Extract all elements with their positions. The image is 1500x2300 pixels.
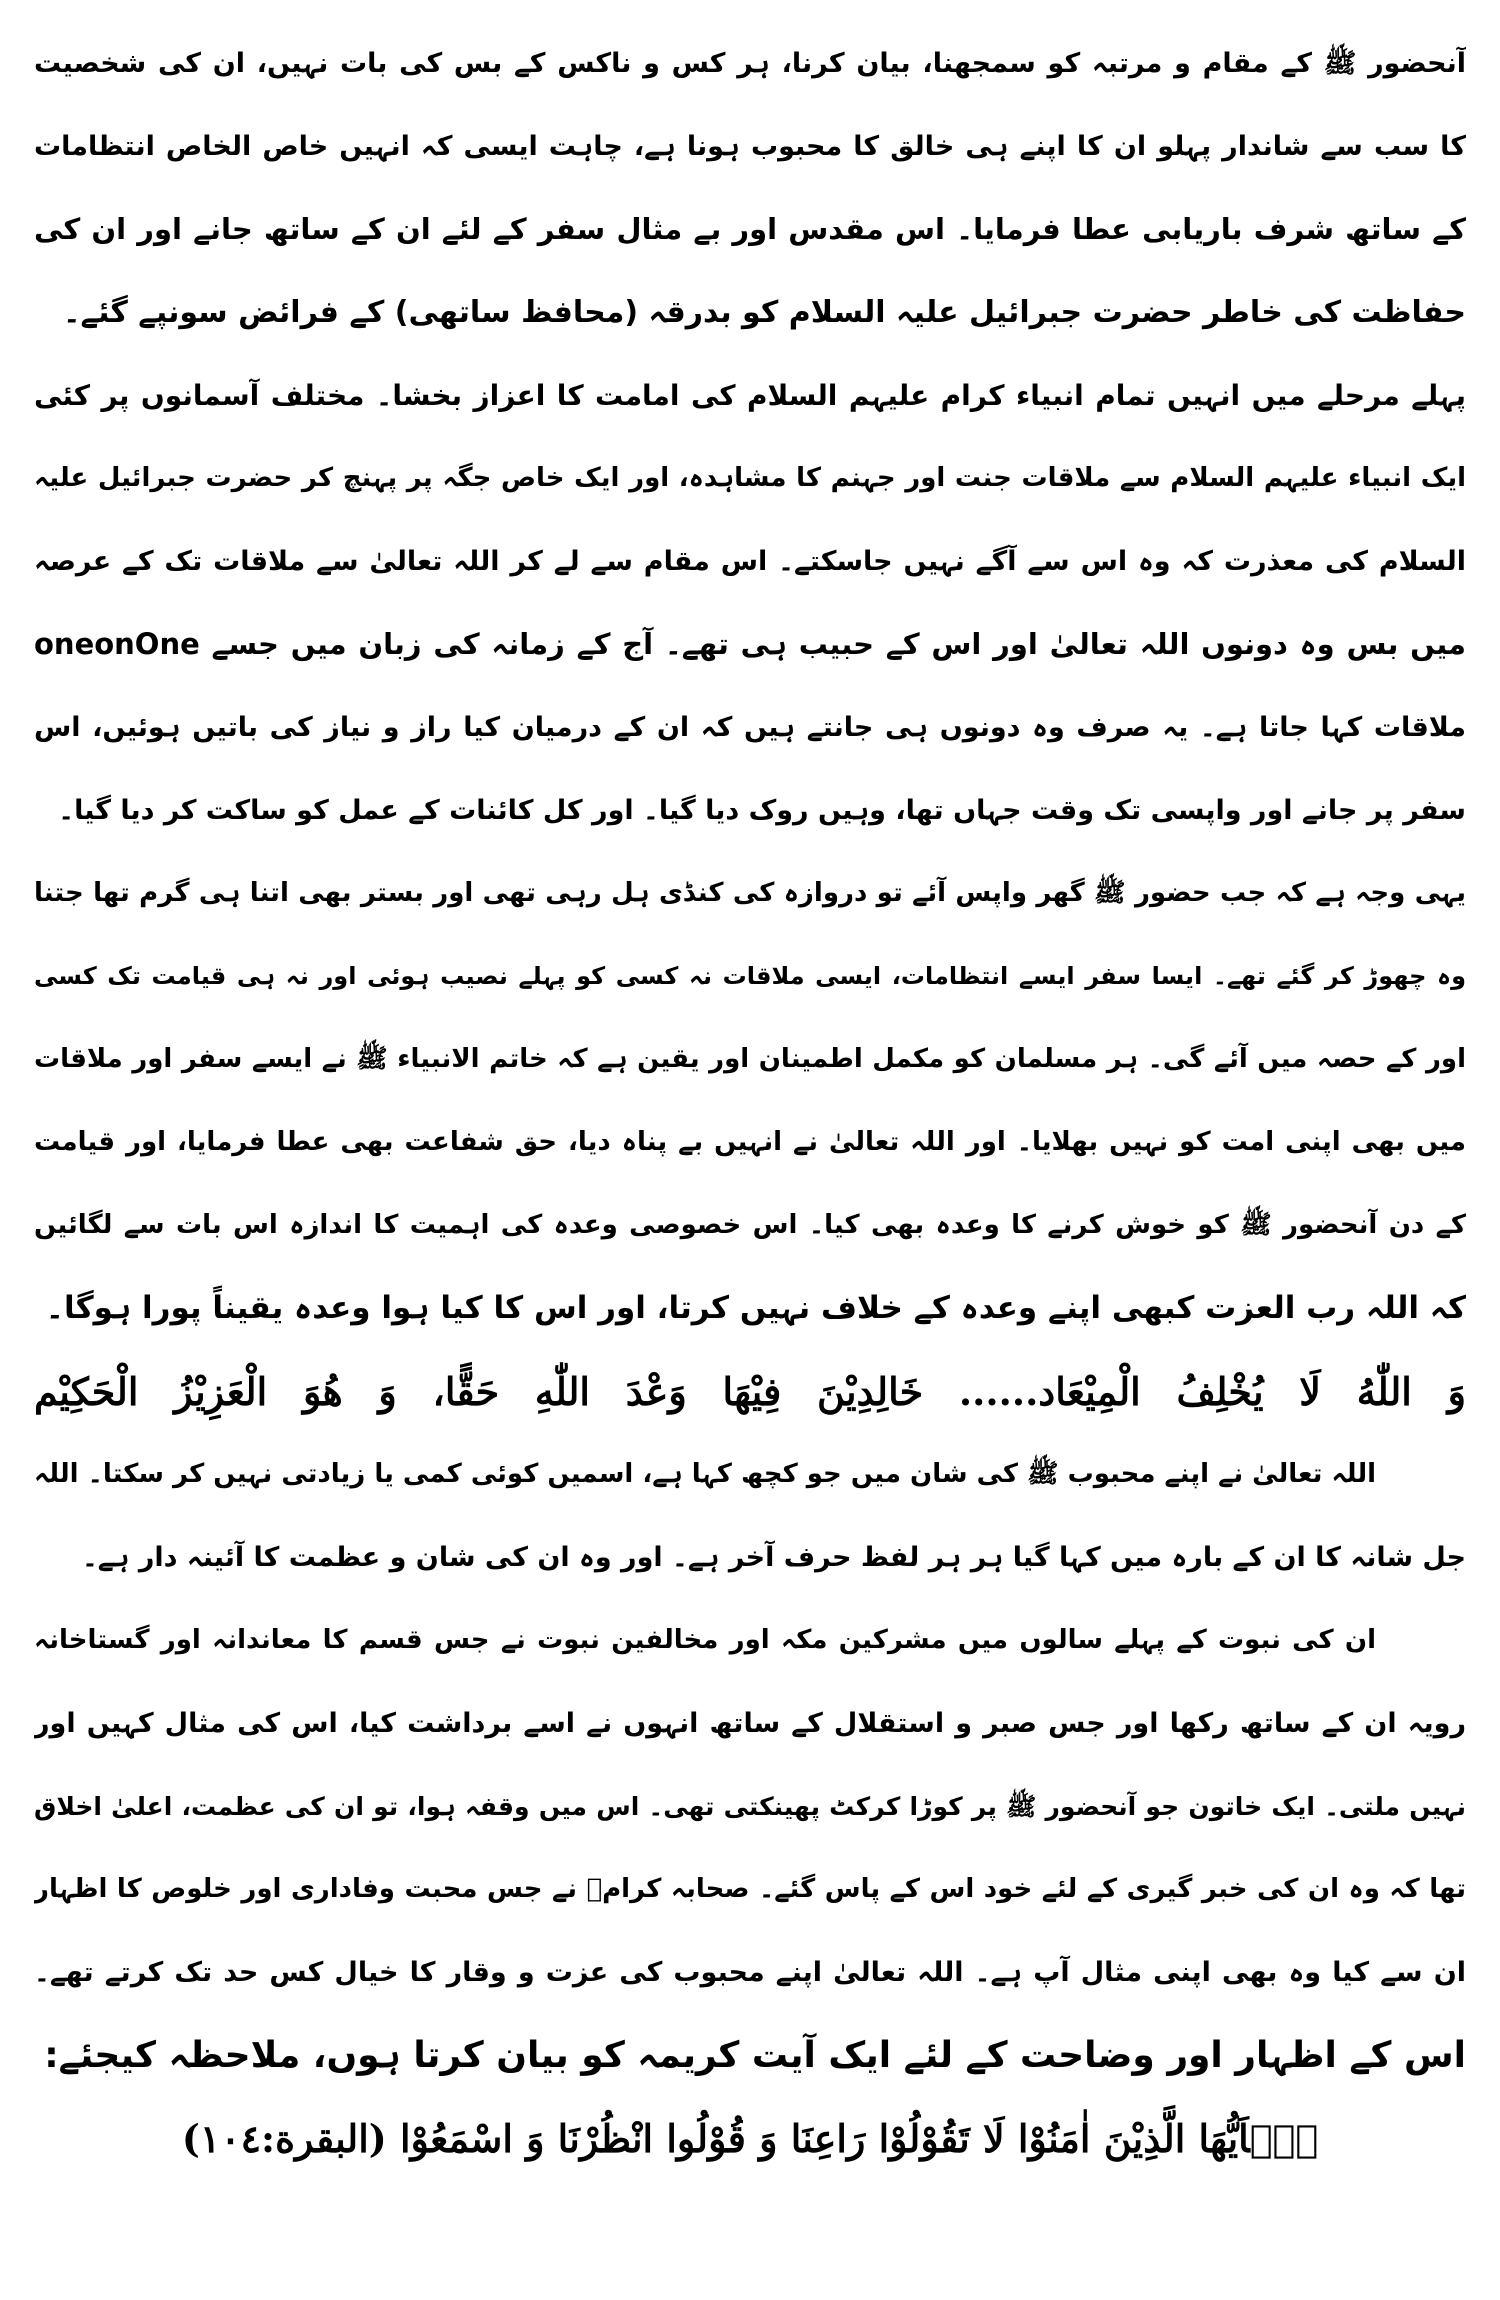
- text-line-9: ملاقات کہا جاتا ہے۔ یہ صرف وہ دونوں ہی جانتے ہیں کہ ان کے درمیان کیا راز و نیاز کی باتیں ہوئیں، اس: [34, 712, 1466, 743]
- text-line-7: السلام کی معذرت کہ وہ اس سے آگے نہیں جاسکتے۔ اس مقام سے لے کر اللہ تعالیٰ سے ملاقات تک کے عرصہ: [34, 546, 1466, 577]
- text-line-6: ایک انبیاء علیہم السلام سے ملاقات جنت اور جہنم کا مشاہدہ، اور ایک خاص جگہ پر پہنچ کر حضرت جبرائیل علیہ: [34, 463, 1466, 493]
- text-line-15: کے دن آنحضور ﷺ کو خوش کرنے کا وعدہ بھی کیا۔ اس خصوصی وعدہ کی اہمیت کا اندازہ اس بات سے لگائیں: [34, 1210, 1466, 1240]
- text-line-12: وہ چھوڑ کر گئے تھے۔ ایسا سفر ایسے انتظامات، ایسی ملاقات نہ کسی کو پہلے نصیب ہوئی اور نہ ہی قیامت تک کسی: [34, 962, 1466, 990]
- text-line-19: جل شانہ کا ان کے بارہ میں کہا گیا ہر ہر لفظ حرف آخر ہے۔ اور وہ ان کی شان و عظمت کا آئینہ دار ہے۔: [81, 1542, 1466, 1573]
- text-line-1: آنحضور ﷺ کے مقام و مرتبہ کو سمجھنا، بیان کرنا، ہر کس و ناکس کے بس کی بات نہیں، ان کی شخصیت: [34, 48, 1466, 79]
- text-line-11: یہی وجہ ہے کہ جب حضور ﷺ گھر واپس آئے تو دروازہ کی کنڈی ہل رہی تھی اور بستر بھی اتنا ہی گرم تھا جتنا: [34, 878, 1466, 908]
- quran-verse-1: وَ اللّٰهُ لَا يُخْلِفُ الْمِيْعَاد...... خَالِدِيْنَ فِيْهَا وَعْدَ اللّٰهِ حَقًّا، وَ هُوَ الْعَزِيْزُ الْحَكِيْم: [34, 1369, 1466, 1414]
- text-line-10: سفر پر جانے اور واپسی تک وقت جہاں تھا، وہیں روک دیا گیا۔ اور کل کائنات کے عمل کو ساکت کر دیا گیا۔: [58, 795, 1466, 826]
- quran-verse-2: يٰۤاَيُّهَا الَّذِيْنَ اٰمَنُوْا لَا تَقُوْلُوْا رَاعِنَا وَ قُوْلُوا انْظُرْنَا وَ اسْمَعُوْا (البقرة:١٠٤): [181, 2116, 1319, 2161]
- text-line-3: کے ساتھ شرف باریابی عطا فرمایا۔ اس مقدس اور بے مثال سفر کے لئے ان کے ساتھ جانے اور ان کی: [34, 212, 1466, 246]
- text-line-16: کہ اللہ رب العزت کبھی اپنے وعدہ کے خلاف نہیں کرتا، اور اس کا کیا ہوا وعدہ یقیناً پورا ہوگا۔: [45, 1290, 1466, 1326]
- text-line-25: اس کے اظہار اور وضاحت کے لئے ایک آیت کریمہ کو بیان کرتا ہوں، ملاحظہ کیجئے:: [44, 2035, 1466, 2076]
- text-line-21: رویہ ان کے ساتھ رکھا اور جس صبر و استقلال کے ساتھ انہوں نے اسے برداشت کیا، اس کی مثال کہیں اور: [34, 1708, 1466, 1739]
- text-line-4: حفاظت کی خاطر حضرت جبرائیل علیہ السلام کو بدرقہ (محافظ ساتھی) کے فرائض سونپے گئے۔: [62, 295, 1466, 330]
- text-line-20: ان کی نبوت کے پہلے سالوں میں مشرکین مکہ اور مخالفین نبوت نے جس قسم کا معاندانہ اور گستاخانہ: [34, 1625, 1376, 1655]
- text-line-24: ان سے کیا وہ بھی اپنی مثال آپ ہے۔ اللہ تعالیٰ اپنے محبوب کی عزت و وقار کا خیال کس حد تک کرتے تھے۔: [34, 1957, 1466, 1988]
- text-line-14: میں بھی اپنی امت کو نہیں بھلایا۔ اور اللہ تعالیٰ نے انہیں بے پناہ دیا، حق شفاعت بھی عطا فرمایا، اور قیامت: [34, 1127, 1466, 1157]
- text-line-22: نہیں ملتی۔ ایک خاتون جو آنحضور ﷺ پر کوڑا کرکٹ پھینکتی تھی۔ اس میں وقفہ ہوا، تو ان کی عظمت، اعلیٰ اخلاق: [34, 1792, 1466, 1821]
- text-line-5: پہلے مرحلے میں انہیں تمام انبیاء کرام علیہم السلام کی امامت کا اعزاز بخشا۔ مختلف آسمانوں پر کئی: [34, 379, 1466, 412]
- text-line-8: میں بس وہ دونوں اللہ تعالیٰ اور اس کے حبیب ہی تھے۔ آج کے زمانہ کی زبان میں جسے oneonOne: [34, 627, 1466, 661]
- text-line-13: اور کے حصہ میں آئے گی۔ ہر مسلمان کو مکمل اطمینان اور یقین ہے کہ خاتم الانبیاء ﷺ نے ایسے سفر اور ملاقات: [34, 1044, 1466, 1074]
- text-line-18: اللہ تعالیٰ نے اپنے محبوب ﷺ کی شان میں جو کچھ کہا ہے، اسمیں کوئی کمی یا زیادتی نہیں کر سکتا۔ اللہ: [34, 1459, 1376, 1489]
- text-line-2: کا سب سے شاندار پہلو ان کا اپنے ہی خالق کا محبوب ہونا ہے، چاہت ایسی کہ انہیں خاص الخاص انتظامات: [34, 131, 1466, 162]
- text-line-23: تھا کہ وہ ان کی خبر گیری کے لئے خود اس کے پاس گئے۔ صحابہ کرامؓ نے جس محبت وفاداری اور خلوص کا اظہار: [34, 1874, 1466, 1904]
